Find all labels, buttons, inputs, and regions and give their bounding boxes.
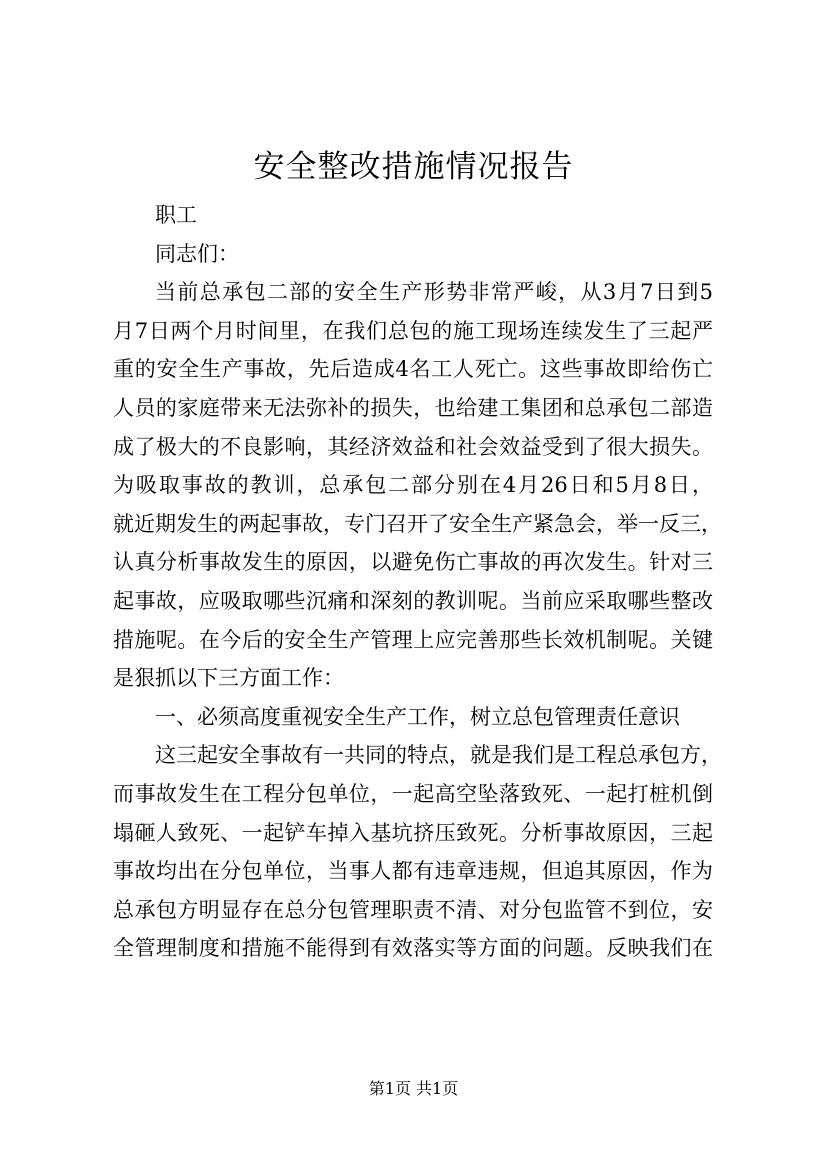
text-line: 人员的家庭带来无法弥补的损失，也给建工集团和总承包二部造	[113, 395, 713, 420]
document-title: 安全整改措施情况报告	[253, 149, 574, 185]
text-line: 为吸取事故的教训，总承包二部分别在4月26日和5月8日，	[113, 473, 713, 498]
text-line: 是狠抓以下三方面工作：	[113, 666, 344, 691]
text-line: 而事故发生在工程分包单位，一起高空坠落致死、一起打桩机倒	[113, 781, 713, 806]
text-line: 全管理制度和措施不能得到有效落实等方面的问题。反映我们在	[113, 936, 713, 961]
text-line: 当前总承包二部的安全生产形势非常严峻，从3月7日到5	[155, 280, 713, 305]
page-footer: 第1页 共1页	[368, 1079, 459, 1098]
text-line: 月7日两个月时间里，在我们总包的施工现场连续发生了三起严	[113, 318, 713, 343]
document-body	[113, 196, 722, 968]
text-line: 总承包方明显存在总分包管理职责不清、对分包监管不到位，安	[113, 897, 713, 922]
text-line: 重的安全生产事故，先后造成4名工人死亡。这些事故即给伤亡	[113, 357, 713, 382]
text-line: 这三起安全事故有一共同的特点，就是我们是工程总承包方，	[155, 743, 722, 768]
text-line: 职工	[155, 203, 197, 227]
text-line: 就近期发生的两起事故，专门召开了安全生产紧急会，举一反三，	[113, 511, 722, 536]
section-heading: 一、必须高度重视安全生产工作，树立总包管理责任意识	[155, 704, 680, 729]
text-line: 塌砸人致死、一起铲车掉入基坑挤压致死。分析事故原因，三起	[113, 820, 713, 845]
text-line: 同志们：	[155, 241, 239, 266]
text-line: 认真分析事故发生的原因，以避免伤亡事故的再次发生。针对三	[113, 550, 713, 575]
text-line: 事故均出在分包单位，当事人都有违章违规，但追其原因，作为	[113, 859, 713, 884]
text-line: 成了极大的不良影响，其经济效益和社会效益受到了很大损失。	[113, 434, 713, 459]
text-line: 措施呢。在今后的安全生产管理上应完善那些长效机制呢。关键	[113, 627, 713, 652]
text-line: 起事故，应吸取哪些沉痛和深刻的教训呢。当前应采取哪些整改	[113, 588, 713, 613]
